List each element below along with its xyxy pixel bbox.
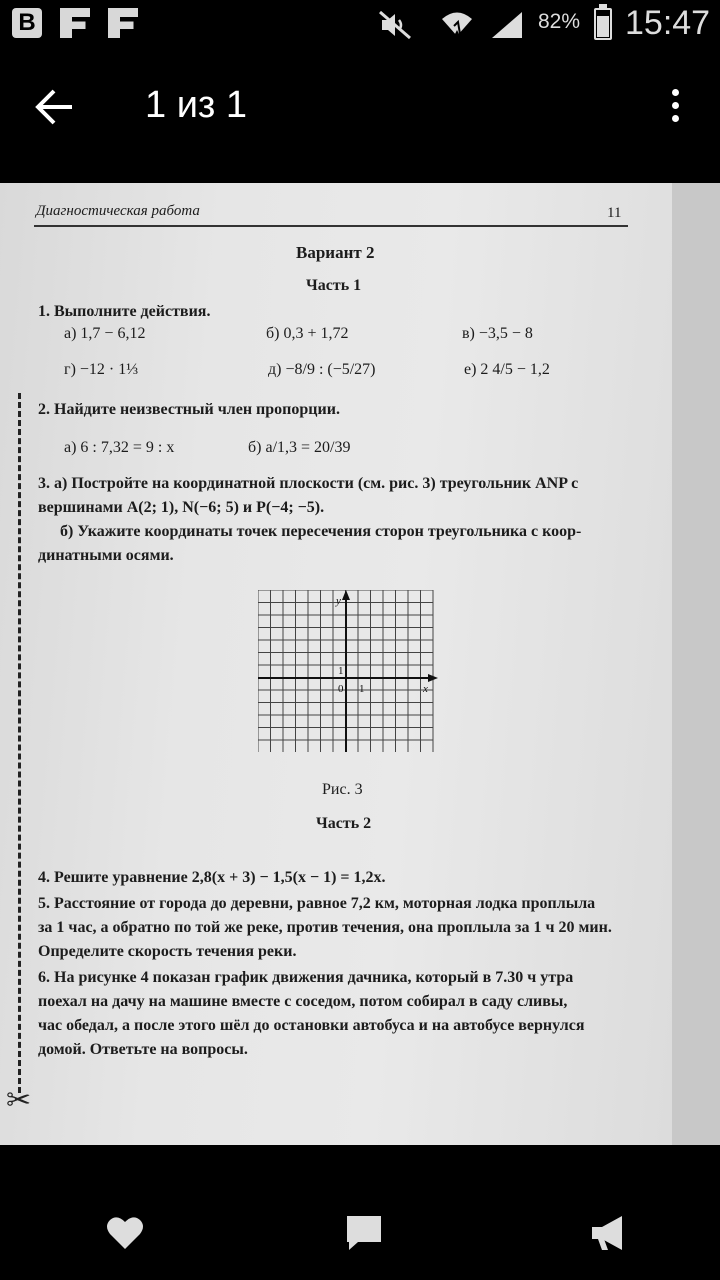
comment-icon[interactable] bbox=[344, 1213, 384, 1253]
axis-x-label: x bbox=[423, 683, 428, 695]
q1-e: е) 2 4/5 − 1,2 bbox=[464, 361, 550, 378]
question-6: 6. На рисунке 4 показан график движения дачника, который в 7.30 ч утра bbox=[38, 969, 574, 986]
question-4: 4. Решите уравнение 2,8(x + 3) − 1,5(x − 1) = 1,2x. bbox=[38, 869, 386, 886]
question-6-cont3: домой. Ответьте на вопросы. bbox=[38, 1041, 248, 1058]
header-rule bbox=[34, 225, 628, 227]
cut-line bbox=[18, 393, 23, 1093]
bottom-action-bar bbox=[0, 1145, 720, 1280]
question-3a: 3. а) Постройте на координатной плоскости (см. рис. 3) треугольник ANP с bbox=[38, 475, 579, 492]
app-bar bbox=[0, 50, 720, 165]
heart-icon[interactable] bbox=[105, 1213, 145, 1253]
more-options-icon[interactable] bbox=[660, 86, 690, 130]
back-arrow-icon[interactable] bbox=[34, 86, 76, 128]
q1-d: д) −8/9 : (−5/27) bbox=[268, 361, 376, 378]
unit-x-label: 1 bbox=[359, 683, 365, 695]
coordinate-grid bbox=[258, 590, 438, 752]
question-5-cont2: Определите скорость течения реки. bbox=[38, 943, 297, 960]
battery-percentage: 82% bbox=[538, 10, 581, 33]
question-5-cont1: за 1 час, а обратно по той же реке, против течения, она проплыла за 1 ч 20 мин. bbox=[38, 919, 612, 936]
battery-icon bbox=[594, 8, 612, 40]
question-3b: б) Укажите координаты точек пересечения сторон треугольника с коор- bbox=[60, 523, 582, 540]
signal-icon bbox=[490, 10, 524, 40]
question-3a-cont: вершинами A(2; 1), N(−6; 5) и P(−4; −5). bbox=[38, 499, 325, 516]
variant-title: Вариант 2 bbox=[296, 243, 375, 262]
origin-label: 0 bbox=[338, 683, 344, 695]
wifi-icon bbox=[440, 8, 474, 40]
q1-a: а) 1,7 − 6,12 bbox=[64, 325, 146, 342]
photo-viewer[interactable] bbox=[0, 183, 720, 1145]
f-app-icon bbox=[108, 8, 138, 38]
megaphone-icon[interactable] bbox=[588, 1213, 628, 1253]
question-6-cont1: поехал на дачу на машине вместе с соседом, потом собирал в саду сливы, bbox=[38, 993, 568, 1010]
question-5: 5. Расстояние от города до деревни, равное 7,2 км, моторная лодка проплыла bbox=[38, 895, 596, 912]
question-3b-cont: динатными осями. bbox=[38, 547, 174, 564]
q1-v: в) −3,5 − 8 bbox=[462, 325, 533, 342]
f-app-icon bbox=[60, 8, 90, 38]
q2-a: а) 6 : 7,32 = 9 : x bbox=[64, 439, 175, 456]
battery-level bbox=[597, 16, 609, 37]
figure-caption: Рис. 3 bbox=[322, 781, 363, 798]
question-2: 2. Найдите неизвестный член пропорции. bbox=[38, 401, 340, 418]
page-counter-title: 1 из 1 bbox=[145, 84, 248, 126]
page-number: 11 bbox=[607, 205, 622, 221]
question-6-cont2: час обедал, а после этого шёл до остановки автобуса и на автобусе вернулся bbox=[38, 1017, 585, 1034]
vk-icon: B bbox=[12, 8, 42, 38]
part1-title: Часть 1 bbox=[306, 277, 362, 294]
q1-b: б) 0,3 + 1,72 bbox=[266, 325, 349, 342]
status-bar bbox=[0, 0, 720, 50]
header-left: Диагностическая работа bbox=[36, 203, 200, 219]
question-1: 1. Выполните действия. bbox=[38, 303, 211, 320]
clock: 15:47 bbox=[625, 4, 711, 42]
axis-y-label: y bbox=[336, 595, 341, 607]
worksheet-page bbox=[0, 183, 672, 1145]
q1-g: г) −12 · 1⅓ bbox=[64, 361, 139, 378]
mute-icon bbox=[378, 10, 412, 40]
part2-title: Часть 2 bbox=[316, 815, 372, 832]
scissors-icon: ✂ bbox=[6, 1084, 32, 1117]
q2-b: б) a/1,3 = 20/39 bbox=[248, 439, 351, 456]
background-paper bbox=[664, 183, 720, 1145]
unit-y-label: 1 bbox=[338, 665, 344, 677]
